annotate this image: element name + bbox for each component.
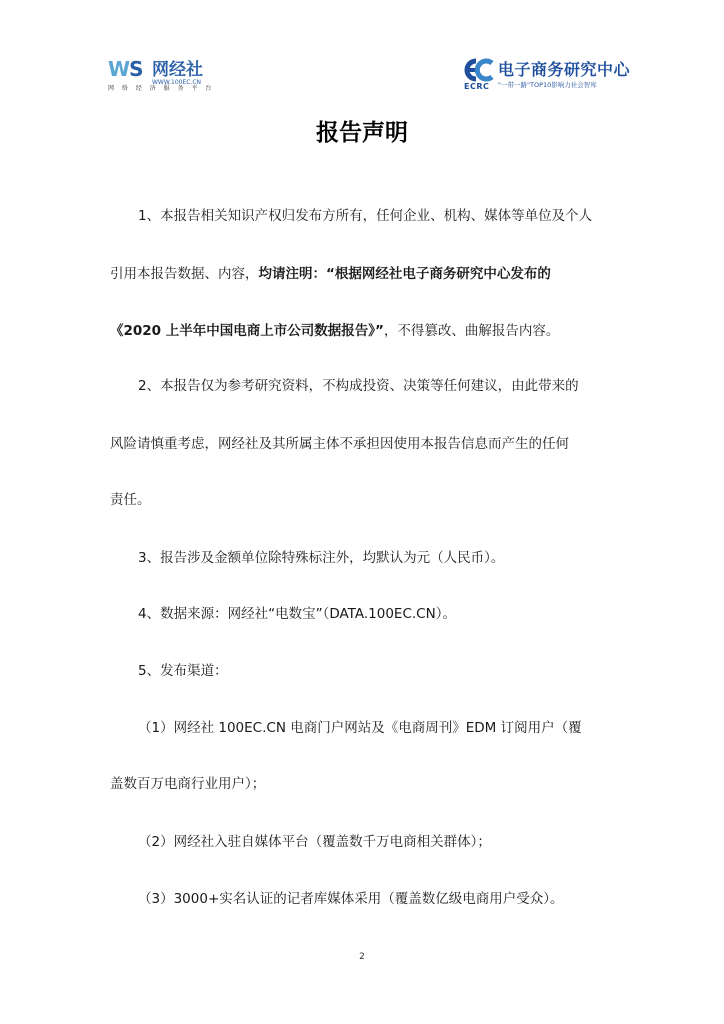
channel-1-line-1: （1）网经社 100EC.CN 电商门户网站及《电商周刊》EDM 订阅用户（覆 — [138, 720, 582, 736]
channel-1-line-2: 盖数百万电商行业用户）； — [110, 776, 266, 792]
logo-url: WWW.100EC.CN — [152, 79, 202, 86]
p1-line3-bold: 《2020 上半年中国电商上市公司数据报告》” — [110, 323, 384, 339]
paragraph-3: 3、报告涉及金额单位除特殊标注外，均默认为元（人民币）。 — [138, 550, 505, 566]
ec-mark-icon — [462, 58, 496, 82]
ecrc-abbr: ECRC — [464, 82, 490, 91]
p1-line3-normal: ，不得篡改、曲解报告内容。 — [383, 323, 560, 339]
paragraph-1-line-2 — [110, 264, 620, 284]
page-number: 2 — [359, 952, 365, 962]
paragraph-2-line-2: 风险请慎重考虑，网经社及其所属主体不承担因使用本报告信息而产生的任何 — [110, 436, 569, 452]
wangjingshe-logo — [108, 58, 218, 94]
paragraph-2-line-1: 2、本报告仅为参考研究资料，不构成投资、决策等任何建议，由此带来的 — [138, 378, 579, 394]
paragraph-1-line-3 — [110, 321, 620, 341]
paragraph-1-line-1: 1、本报告相关知识产权归发布方所有，任何企业、机构、媒体等单位及个人 — [138, 208, 593, 224]
logo-mark-s: S — [129, 57, 143, 81]
ws-mark-icon — [108, 58, 142, 80]
channel-2: （2）网经社入驻自媒体平台（覆盖数千万电商相关群体）； — [138, 834, 491, 850]
paragraph-4: 4、数据来源：网经社“电数宝”（DATA.100EC.CN）。 — [138, 606, 456, 622]
center-name: 电子商务研究中心 — [498, 60, 631, 79]
ecrc-logo — [462, 58, 631, 94]
logo-tagline: 网 络 经 济 服 务 平 台 — [108, 85, 215, 92]
paragraph-2-line-3: 责任。 — [110, 492, 151, 508]
page-header — [0, 0, 724, 100]
page-title: 报告声明 — [316, 120, 408, 146]
center-slogan: "一带一路"TOP10影响力社会智库 — [498, 81, 597, 89]
channel-3: （3）3000+实名认证的记者库媒体采用（覆盖数亿级电商用户受众）。 — [138, 891, 564, 907]
logo-name: 网经社 — [152, 60, 203, 80]
logo-mark-w: W — [108, 57, 130, 81]
p1-line2-normal: 引用本报告数据、内容， — [110, 266, 259, 282]
paragraph-5: 5、发布渠道： — [138, 663, 228, 679]
p1-line2-bold: 均请注明：“根据网经社电子商务研究中心发布的 — [258, 266, 551, 282]
